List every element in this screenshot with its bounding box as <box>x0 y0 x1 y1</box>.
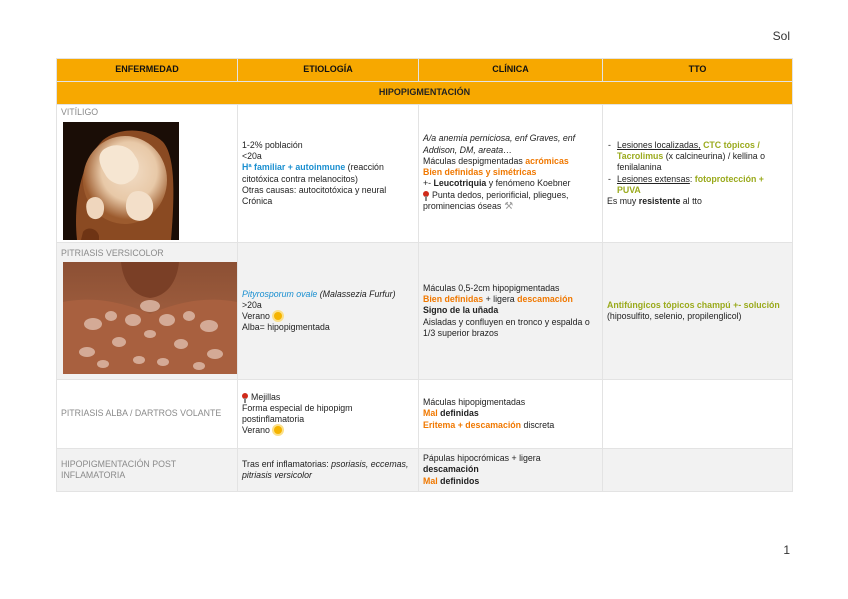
tto-cell <box>603 380 793 449</box>
etiologia-cell <box>238 449 419 492</box>
bold-text: definidos <box>437 475 480 486</box>
text-line <box>607 196 788 207</box>
text-span: discreta <box>521 419 555 430</box>
tto-cell <box>603 105 793 243</box>
text-span: Tras enf inflamatorias: <box>242 458 332 469</box>
text-span: Máculas despigmentadas <box>423 155 526 166</box>
text-line <box>423 408 598 419</box>
text-line <box>242 289 414 300</box>
pitiriasis-versicolor-photo <box>63 262 237 374</box>
disease-cell <box>57 449 238 492</box>
list-item <box>607 174 788 197</box>
list-item <box>607 140 788 174</box>
text-line: Máculas 0,5-2cm hipopigmentadas <box>423 282 560 293</box>
text-line: Otras causas: autocitotóxica y neural <box>242 184 387 195</box>
disease-name: PITRIASIS ALBA / DARTROS VOLANTE <box>61 408 222 419</box>
text-span: : <box>689 173 695 184</box>
highlight-text: fotoprotección + PUVA <box>617 173 764 195</box>
text-span: +- <box>423 178 434 189</box>
document-author: Sol <box>772 29 790 43</box>
text-line: <20a <box>242 151 262 161</box>
text-line: >20a <box>242 299 262 310</box>
table-row-vitiligo <box>57 105 793 243</box>
text-span: Es muy <box>607 196 639 206</box>
text-span: (x calcineurina) / kellina o fenilalanina <box>617 151 765 173</box>
highlight-text: Pityrosporum ovale <box>242 288 318 299</box>
highlight-text: Mal <box>423 408 438 419</box>
pin-icon <box>242 393 248 399</box>
text-line <box>242 425 414 436</box>
section-row <box>57 82 793 105</box>
clinica-cell <box>419 243 603 380</box>
sun-icon <box>274 426 282 434</box>
text-line: Máculas hipopigmentadas <box>423 397 526 408</box>
text-line: Alba= hipopigmentada <box>242 322 330 333</box>
text-line <box>423 156 598 167</box>
text-line <box>423 294 598 305</box>
disease-name: PITRIASIS VERSICOLOR <box>61 247 164 258</box>
tto-cell <box>603 243 793 380</box>
table-row-pitiriasis-alba <box>57 380 793 449</box>
etiologia-cell <box>238 105 419 243</box>
underlined-text: Lesiones extensas <box>617 173 690 184</box>
bold-text: resistente <box>638 196 681 206</box>
header-tto: TTO <box>603 59 793 82</box>
clinica-cell <box>419 105 603 243</box>
header-enfermedad: ENFERMEDAD <box>57 59 238 82</box>
highlight-text: CTC tópicos / Tacrolimus <box>617 139 760 161</box>
text-span: (Malassezia Furfur) <box>317 288 396 299</box>
disease-name: VITÍLIGO <box>61 107 99 118</box>
text-line <box>607 300 788 323</box>
text-span: al tto <box>680 196 702 206</box>
text-span: Verano <box>242 425 270 436</box>
etiologia-cell <box>238 243 419 380</box>
underlined-text: Lesiones localizadas, <box>617 139 701 150</box>
text-line: 1-2% población <box>242 139 303 150</box>
text-line <box>423 476 598 487</box>
text-span: psoriasis, eccemas, pitriasis versicolor <box>242 458 409 480</box>
page-number: 1 <box>783 543 790 557</box>
pin-icon <box>423 191 429 197</box>
text-line: Forma especial de hipopigm postinflamatoria <box>242 402 353 424</box>
highlight-text: Mal <box>423 475 438 486</box>
highlight-text: Bien definidas <box>423 294 484 305</box>
header-etiologia: ETIOLOGÍA <box>238 59 419 82</box>
table-header-row <box>57 59 793 82</box>
text-span: Verano <box>242 311 270 321</box>
hipopigmentacion-table <box>56 58 793 492</box>
text-line <box>423 178 598 189</box>
etiologia-cell <box>238 380 419 449</box>
text-span: (reacción citotóxica contra melanocitos) <box>242 162 384 184</box>
clinica-cell <box>419 449 603 492</box>
disease-cell <box>57 243 238 380</box>
text-line: Pápulas hipocrómicas + ligera <box>423 453 541 464</box>
highlight-text: Antifúngicos tópicos champú +- solución <box>607 299 780 310</box>
disease-cell <box>57 380 238 449</box>
highlight-text: acrómicas <box>525 155 569 166</box>
highlight-text: Eritema + descamación <box>423 419 522 430</box>
text-line <box>423 420 598 431</box>
treatment-list <box>607 140 788 196</box>
text-line: A/a anemia perniciosa, enf Graves, enf Addison, DM, areata… <box>423 133 576 155</box>
text-line <box>423 190 598 214</box>
text-span: Punta dedos, periorificial, pliegues, prominencias óseas <box>423 189 569 211</box>
table-row-pitiriasis-versicolor <box>57 243 793 380</box>
text-span: + ligera <box>483 294 518 305</box>
section-title: HIPOPIGMENTACIÓN <box>57 82 793 105</box>
text-span: (hiposulfito, selenio, propilenglicol) <box>607 311 742 321</box>
vitiligo-photo <box>63 122 179 240</box>
highlight-text: descamación <box>517 294 573 305</box>
clinica-cell <box>419 380 603 449</box>
bold-text: Leucotriquia <box>433 178 487 189</box>
bold-text: definidas <box>437 408 479 419</box>
highlight-text: Bien definidas y simétricas <box>423 167 537 178</box>
text-line <box>242 162 414 185</box>
bold-text: descamación <box>423 464 479 475</box>
text-line <box>242 311 414 322</box>
header-clinica: CLÍNICA <box>419 59 603 82</box>
wrench-icon: ⚒ <box>504 200 514 212</box>
sun-icon <box>274 312 282 320</box>
text-span: y fenómeno Koebner <box>486 178 571 189</box>
highlight-text: Hª familiar + autoinmune <box>242 162 346 173</box>
tto-cell <box>603 449 793 492</box>
disease-cell <box>57 105 238 243</box>
bold-text: Signo de la uñada <box>423 305 499 316</box>
table-row-postinflamatoria <box>57 449 793 492</box>
text-line <box>242 459 414 482</box>
disease-name: HIPOPIGMENTACIÓN POST INFLAMATORIA <box>61 458 177 480</box>
text-span: Mejillas <box>251 391 281 402</box>
text-line: Aisladas y confluyen en tronco y espalda o 1/3 superior brazos <box>423 316 590 338</box>
text-line: Crónica <box>242 196 273 206</box>
text-line <box>242 392 414 403</box>
